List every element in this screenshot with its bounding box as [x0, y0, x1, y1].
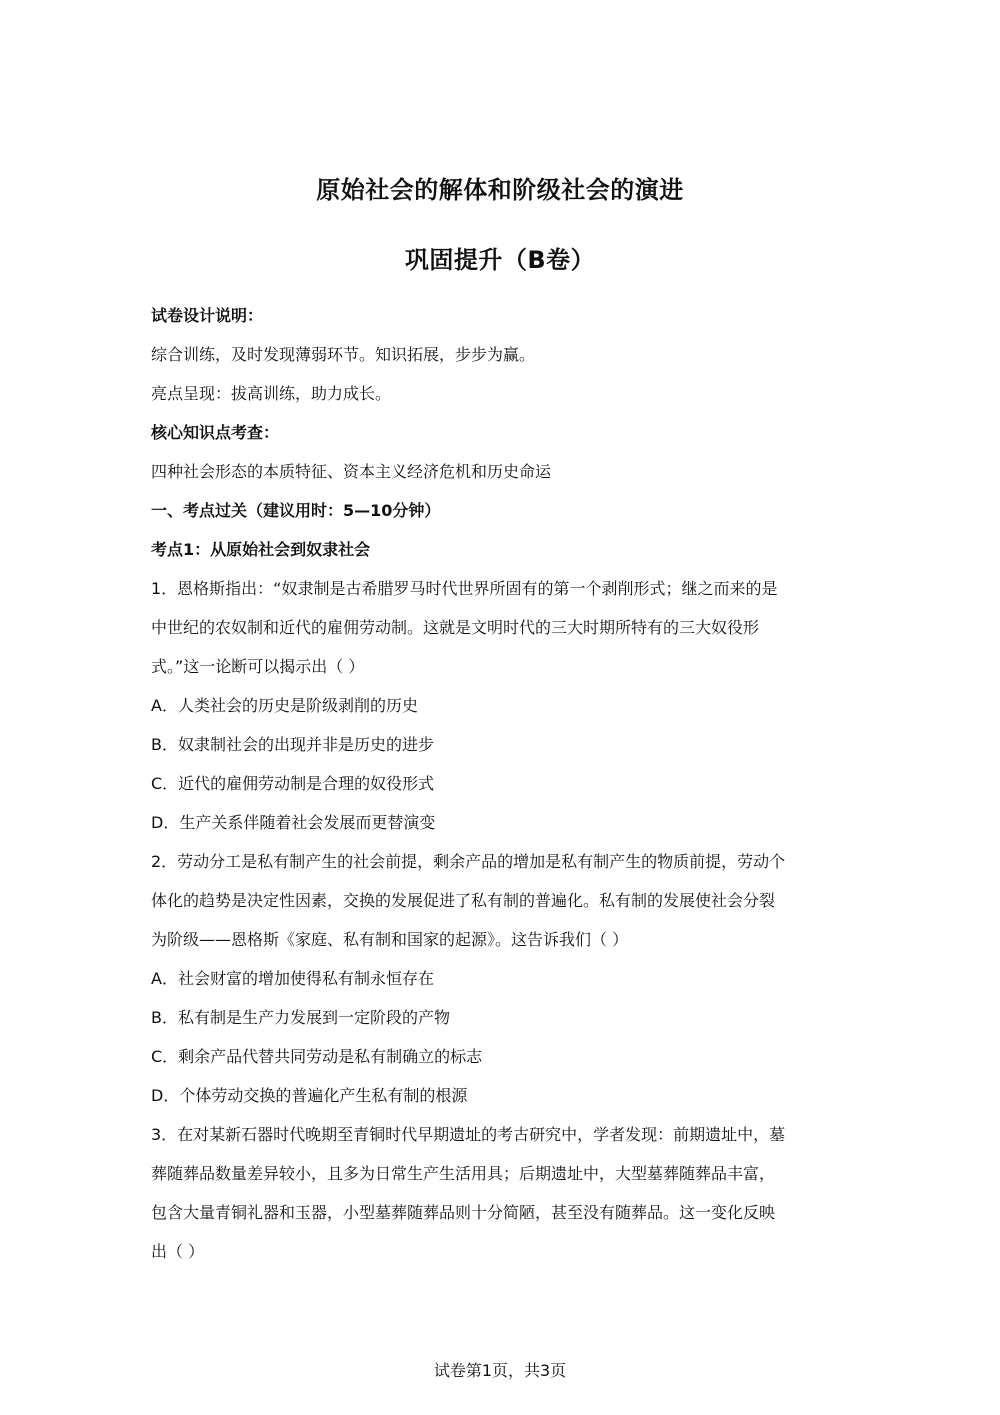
design-description-line-2: 亮点呈现：拔高训练，助力成长。	[151, 384, 392, 403]
question-1-option-c: C．近代的雇佣劳动制是合理的奴役形式	[151, 774, 435, 793]
question-1-option-d: D．生产关系伴随着社会发展而更替演变	[151, 813, 436, 832]
page-subtitle: 巩固提升（B卷）	[404, 246, 596, 274]
question-2-option-c: C．剩余产品代替共同劳动是私有制确立的标志	[151, 1047, 483, 1066]
core-knowledge-content: 四种社会形态的本质特征、资本主义经济危机和历史命运	[151, 462, 552, 481]
question-1-stem-line-3: 式。”这一论断可以揭示出（ ）	[151, 657, 365, 676]
question-1-option-a: A．人类社会的历史是阶级剥削的历史	[151, 696, 418, 715]
question-2-stem-line-2: 体化的趋势是决定性因素，交换的发展促进了私有制的普遍化。私有制的发展使社会分裂	[151, 891, 776, 910]
question-1-stem-line-1: 1．恩格斯指出：“奴隶制是古希腊罗马时代世界所固有的第一个剥削形式；继之而来的是	[151, 579, 778, 598]
question-2-stem-line-1: 2．劳动分工是私有制产生的社会前提，剩余产品的增加是私有制产生的物质前提，劳动个	[151, 852, 786, 871]
question-3-stem-line-4: 出（ ）	[151, 1242, 205, 1261]
question-2-option-b: B．私有制是生产力发展到一定阶段的产物	[151, 1008, 450, 1027]
question-1-option-b: B．奴隶制社会的出现并非是历史的进步	[151, 735, 434, 754]
question-1-stem-line-2: 中世纪的农奴制和近代的雇佣劳动制。这就是文明时代的三大时期所特有的三大奴役形	[151, 618, 760, 637]
section-heading: 一、考点过关（建议用时：5—10分钟）	[151, 501, 441, 520]
question-2-option-d: D．个体劳动交换的普遍化产生私有制的根源	[151, 1086, 468, 1105]
core-knowledge-heading: 核心知识点考查：	[151, 423, 280, 442]
question-3-stem-line-2: 葬随葬品数量差异较小，且多为日常生产生活用具；后期遗址中，大型墓葬随葬品丰富，	[151, 1164, 776, 1183]
design-heading: 试卷设计说明：	[151, 306, 264, 325]
question-3-stem-line-3: 包含大量青铜礼器和玉器，小型墓葬随葬品则十分简陋，甚至没有随葬品。这一变化反映	[151, 1203, 776, 1222]
question-2-option-a: A．社会财富的增加使得私有制永恒存在	[151, 969, 434, 988]
topic-heading: 考点1：从原始社会到奴隶社会	[151, 540, 371, 559]
question-2-stem-line-3: 为阶级——恩格斯《家庭、私有制和国家的起源》。这告诉我们（ ）	[151, 930, 629, 949]
design-description-line-1: 综合训练，及时发现薄弱环节。知识拓展，步步为赢。	[151, 345, 536, 364]
question-3-stem-line-1: 3．在对某新石器时代晚期至青铜时代早期遗址的考古研究中，学者发现：前期遗址中，墓	[151, 1125, 786, 1144]
page-footer: 试卷第1页，共3页	[433, 1361, 567, 1380]
page-title: 原始社会的解体和阶级社会的演进	[316, 176, 684, 204]
